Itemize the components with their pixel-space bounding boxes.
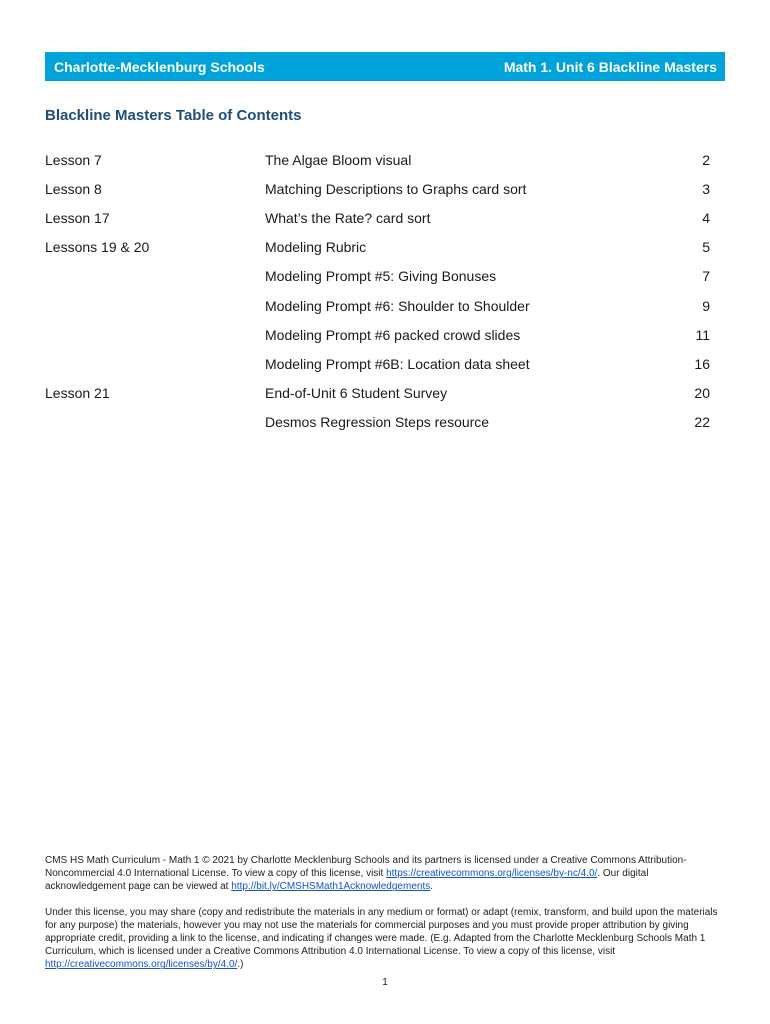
toc-resource-title: End-of-Unit 6 Student Survey bbox=[265, 385, 448, 402]
toc-page-number: 3 bbox=[702, 180, 710, 197]
toc-row bbox=[45, 379, 710, 408]
toc-page-number: 20 bbox=[694, 385, 710, 402]
toc-table bbox=[45, 145, 710, 437]
toc-page-number: 22 bbox=[694, 414, 710, 431]
toc-resource-title: Modeling Prompt #5: Giving Bonuses bbox=[265, 268, 497, 285]
toc-page-number: 2 bbox=[702, 151, 710, 168]
toc-page-number: 7 bbox=[702, 268, 710, 285]
page-number: 1 bbox=[382, 977, 388, 988]
cc-by-license-link[interactable]: http://creativecommons.org/licenses/by/4.0/ bbox=[45, 959, 238, 971]
header-bar bbox=[45, 52, 725, 81]
header-doc-title: Math 1. Unit 6 Blackline Masters bbox=[503, 58, 717, 75]
toc-resource-title: What’s the Rate? card sort bbox=[265, 209, 431, 226]
license-link[interactable]: https://creativecommons.org/licenses/by-nc/4.0/ bbox=[386, 868, 598, 880]
toc-row bbox=[45, 203, 710, 232]
toc-row bbox=[45, 233, 710, 262]
license-text-end: . bbox=[430, 881, 434, 893]
toc-resource-title: Modeling Prompt #6: Shoulder to Shoulder bbox=[265, 297, 530, 314]
usage-text-end: .) bbox=[237, 959, 244, 971]
toc-lesson-label: Lesson 8 bbox=[45, 180, 102, 197]
toc-lesson-label: Lesson 21 bbox=[45, 385, 110, 402]
toc-resource-title: Modeling Rubric bbox=[265, 239, 367, 256]
toc-page-number: 11 bbox=[695, 326, 710, 343]
usage-paragraph bbox=[45, 906, 725, 972]
toc-resource-title: Modeling Prompt #6 packed crowd slides bbox=[265, 326, 521, 343]
toc-page-number: 16 bbox=[694, 355, 710, 372]
header-org-name: Charlotte-Mecklenburg Schools bbox=[54, 58, 265, 75]
toc-row bbox=[45, 291, 710, 320]
toc-page-number: 9 bbox=[702, 297, 710, 314]
toc-row bbox=[45, 174, 710, 203]
toc-lesson-label: Lessons 19 & 20 bbox=[45, 239, 150, 256]
toc-title: Blackline Masters Table of Contents bbox=[45, 107, 302, 124]
toc-resource-title: Desmos Regression Steps resource bbox=[265, 414, 490, 431]
toc-lesson-label: Lesson 17 bbox=[45, 209, 110, 226]
license-footer bbox=[45, 854, 725, 984]
toc-row bbox=[45, 262, 710, 291]
toc-resource-title: Matching Descriptions to Graphs card sort bbox=[265, 180, 527, 197]
toc-row bbox=[45, 320, 710, 349]
toc-page-number: 5 bbox=[702, 239, 710, 256]
toc-row bbox=[45, 408, 710, 437]
license-text-mid: . Our digital acknowledgement page can be viewed at bbox=[45, 868, 649, 893]
acknowledgements-link[interactable]: http://bit.ly/CMSHSMath1Acknowledgements bbox=[231, 881, 431, 893]
toc-resource-title: The Algae Bloom visual bbox=[265, 151, 412, 168]
license-text: CMS HS Math Curriculum - Math 1 © 2021 by Charlotte Mecklenburg Schools and its partners is licensed under a Creative Commons Attribution-Noncommercial 4.0 International License. To view a copy of this license, visit bbox=[45, 855, 687, 880]
toc-lesson-label: Lesson 7 bbox=[45, 151, 102, 168]
toc-resource-title: Modeling Prompt #6B: Location data sheet bbox=[265, 355, 530, 372]
license-paragraph bbox=[45, 854, 725, 894]
toc-page-number: 4 bbox=[702, 209, 710, 226]
usage-text: Under this license, you may share (copy and redistribute the materials in any medium or format) or adapt (remix, transform, and build upon the materials for any purpose) the materials, however you may not use the materials for commercial purposes and you must provide proper attribution by giving appropriate credit, providing a link to the license, and indicating if changes were made. (E.g. Adapted from the Charlotte Mecklenburg Schools Math 1 Curriculum, which is licensed under a Creative Commons Attribution 4.0 International License. To view a copy of this license, visit bbox=[45, 906, 718, 958]
toc-row bbox=[45, 145, 710, 174]
toc-row bbox=[45, 349, 710, 378]
